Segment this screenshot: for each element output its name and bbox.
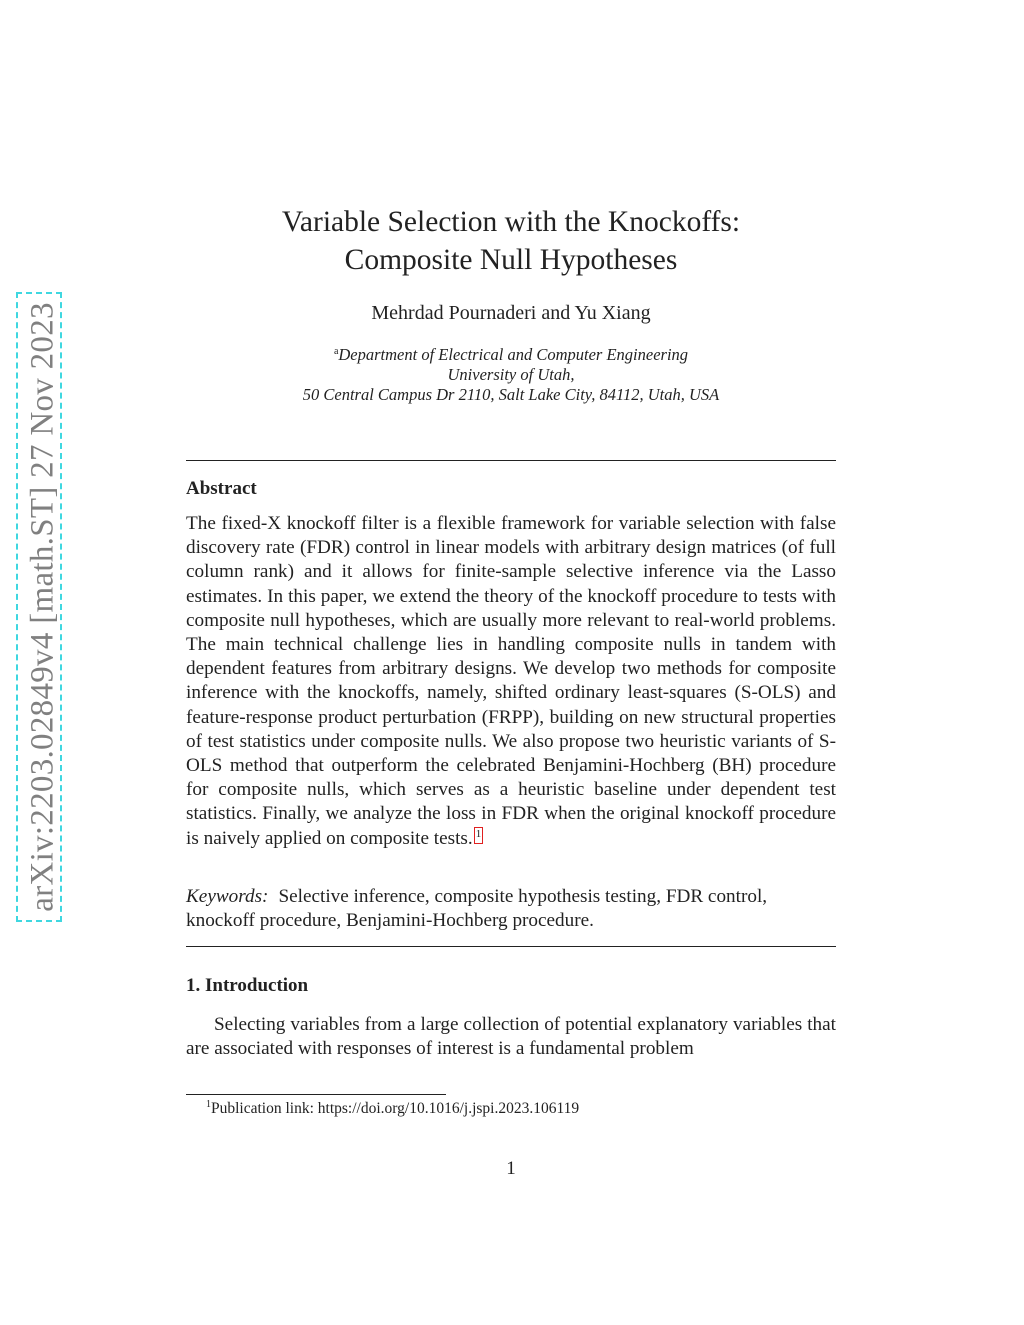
keywords-label: Keywords: xyxy=(186,886,269,907)
abstract-bottom-rule xyxy=(186,946,836,947)
title-line-1: Variable Selection with the Knockoffs: xyxy=(281,206,741,238)
introduction-body: Selecting variables from a large collection of potential explanatory variables that are associated with responses of interest is a fundamental problem xyxy=(186,1014,836,1060)
footnote-marker: 1 xyxy=(206,1099,211,1110)
affiliation xyxy=(186,342,836,405)
abstract-heading: Abstract xyxy=(186,478,257,499)
title-line-2: Composite Null Hypotheses xyxy=(344,244,678,276)
abstract-body xyxy=(186,512,836,851)
abstract-top-rule xyxy=(186,460,836,461)
introduction-heading: 1. Introduction xyxy=(186,975,309,996)
footnote-text[interactable]: Publication link: https://doi.org/10.1016/j.jspi.2023.106119 xyxy=(211,1100,580,1117)
authors: Mehrdad Pournaderi and Yu Xiang xyxy=(371,302,651,324)
footnote xyxy=(206,1099,579,1118)
page-number: 1 xyxy=(506,1158,516,1179)
abstract-text: The fixed-X knockoff filter is a flexible framework for variable selection with false discovery rate (FDR) control in linear models with arbitrary design matrices (of full column rank) and it allows for finite-sample selective inference via the Lasso estimates. In this paper, we extend the theory of the knockoff procedure to tests with composite null hypotheses, which are usually more relevant to real-world problems. The main technical challenge lies in handling composite nulls in tandem with dependent features from arbitrary designs. We develop two methods for composite inference with the knockoffs, namely, shifted ordinary least-squares (S-OLS) and feature-response product perturbation (FRPP), building on new structural properties of test statistics under composite nulls. We also propose two heuristic variants of S-OLS method that outperform the celebrated Benjamini-Hochberg (BH) procedure for composite nulls, which serves as a heuristic baseline under dependent test statistics. Finally, we analyze the loss in FDR when the original knockoff procedure is naively applied on composite tests. xyxy=(186,513,836,849)
keywords-text: Selective inference, composite hypothesis testing, FDR control, knockoff procedure, Benjamini-Hochberg procedure. xyxy=(186,886,768,932)
footnote-link[interactable]: 1 xyxy=(474,827,484,844)
paper-title xyxy=(186,203,836,279)
keywords xyxy=(186,885,836,933)
footnote-rule xyxy=(186,1094,446,1095)
arxiv-stamp[interactable]: arXiv:2203.02849v4 [math.ST] 27 Nov 2023 xyxy=(24,302,61,912)
affiliation-line-2: University of Utah, xyxy=(447,365,575,384)
affiliation-line-3: 50 Central Campus Dr 2110, Salt Lake City, 84112, Utah, USA xyxy=(302,385,720,404)
affiliation-line-1: Department of Electrical and Computer Engineering xyxy=(338,345,689,364)
affiliation-marker: a xyxy=(333,346,339,357)
